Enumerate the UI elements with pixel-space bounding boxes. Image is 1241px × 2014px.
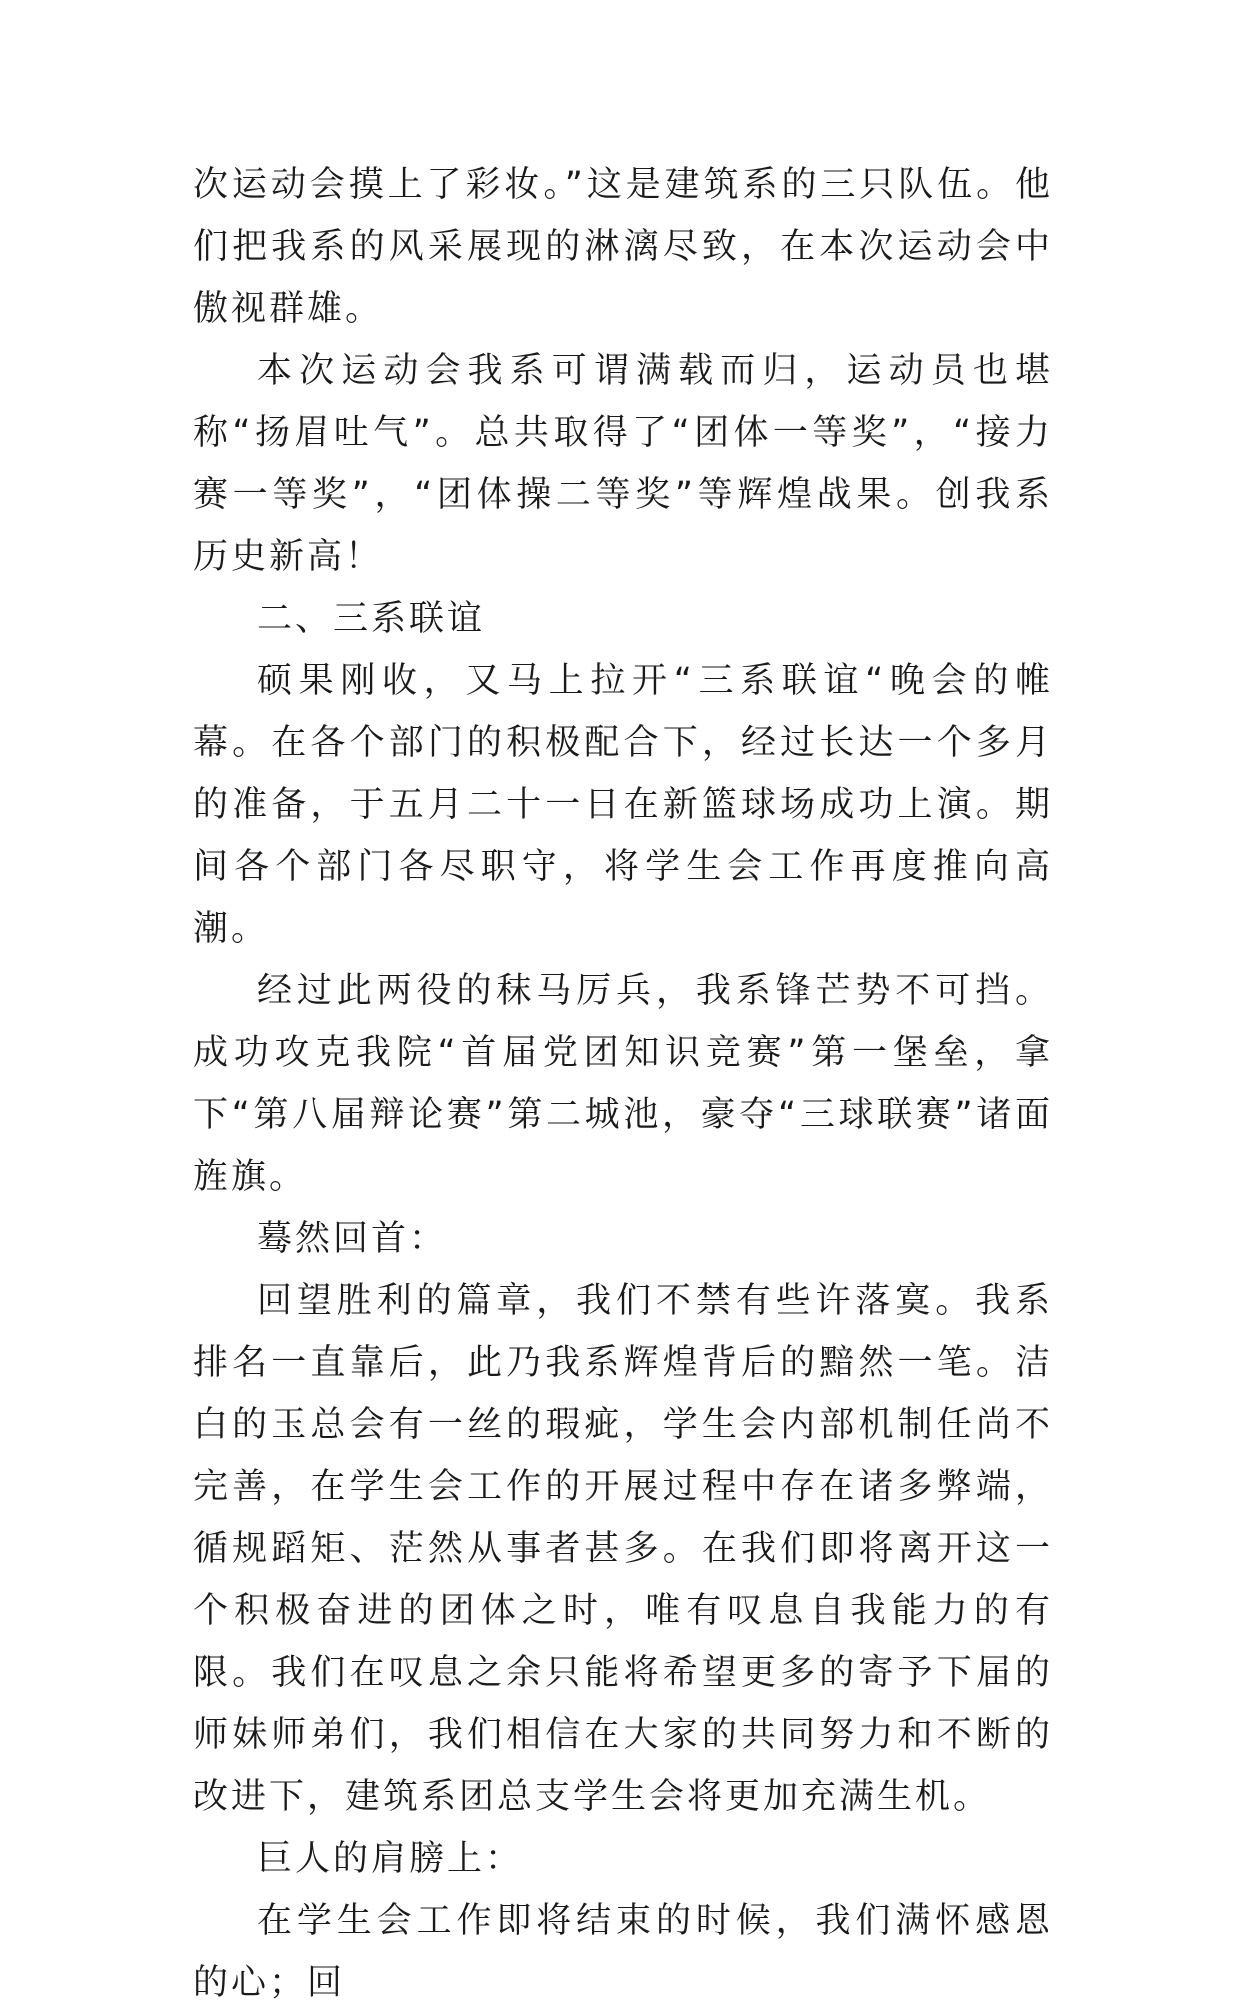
paragraph: 在学生会工作即将结束的时候，我们满怀感恩的心；回 <box>193 1901 1053 2003</box>
section-heading: 巨人的肩膀上： <box>257 1839 524 1879</box>
section-heading: 蓦然回首： <box>257 1219 448 1259</box>
paragraph: 本次运动会我系可谓满载而归，运动员也堪称“扬眉吐气”。总共取得了“团体一等奖”，“接力赛一等奖”，“团体操二等奖”等辉煌战果。创我系历史新高！ <box>193 351 1053 577</box>
paragraph: 次运动会摸上了彩妆。”这是建筑系的三只队伍。他们把我系的风采展现的淋漓尽致，在本次运动会中傲视群雄。 <box>193 165 1053 329</box>
paragraph: 回望胜利的篇章，我们不禁有些许落寞。我系排名一直靠后，此乃我系辉煌背后的黯然一笔。洁白的玉总会有一丝的瑕疵，学生会内部机制任尚不完善，在学生会工作的开展过程中存在诸多弊端，循规蹈矩、茫然从事者甚多。在我们即将离开这一个积极奋进的团体之时，唯有叹息自我能力的有限。我们在叹息之余只能将希望更多的寄予下届的师妹师弟们，我们相信在大家的共同努力和不断的改进下，建筑系团总支学生会将更加充满生机。 <box>193 1281 1053 1817</box>
section-heading: 二、三系联谊 <box>257 599 486 639</box>
paragraph: 经过此两役的秣马厉兵，我系锋芒势不可挡。成功攻克我院“首届党团知识竞赛”第一堡垒，拿下“第八届辩论赛”第二城池，豪夺“三球联赛”诸面旌旗。 <box>193 971 1053 1197</box>
document-body <box>193 154 1053 2014</box>
paragraph: 硕果刚收，又马上拉开“三系联谊“晚会的帷幕。在各个部门的积极配合下，经过长达一个多月的准备，于五月二十一日在新篮球场成功上演。期间各个部门各尽职守，将学生会工作再度推向高潮。 <box>193 661 1053 949</box>
